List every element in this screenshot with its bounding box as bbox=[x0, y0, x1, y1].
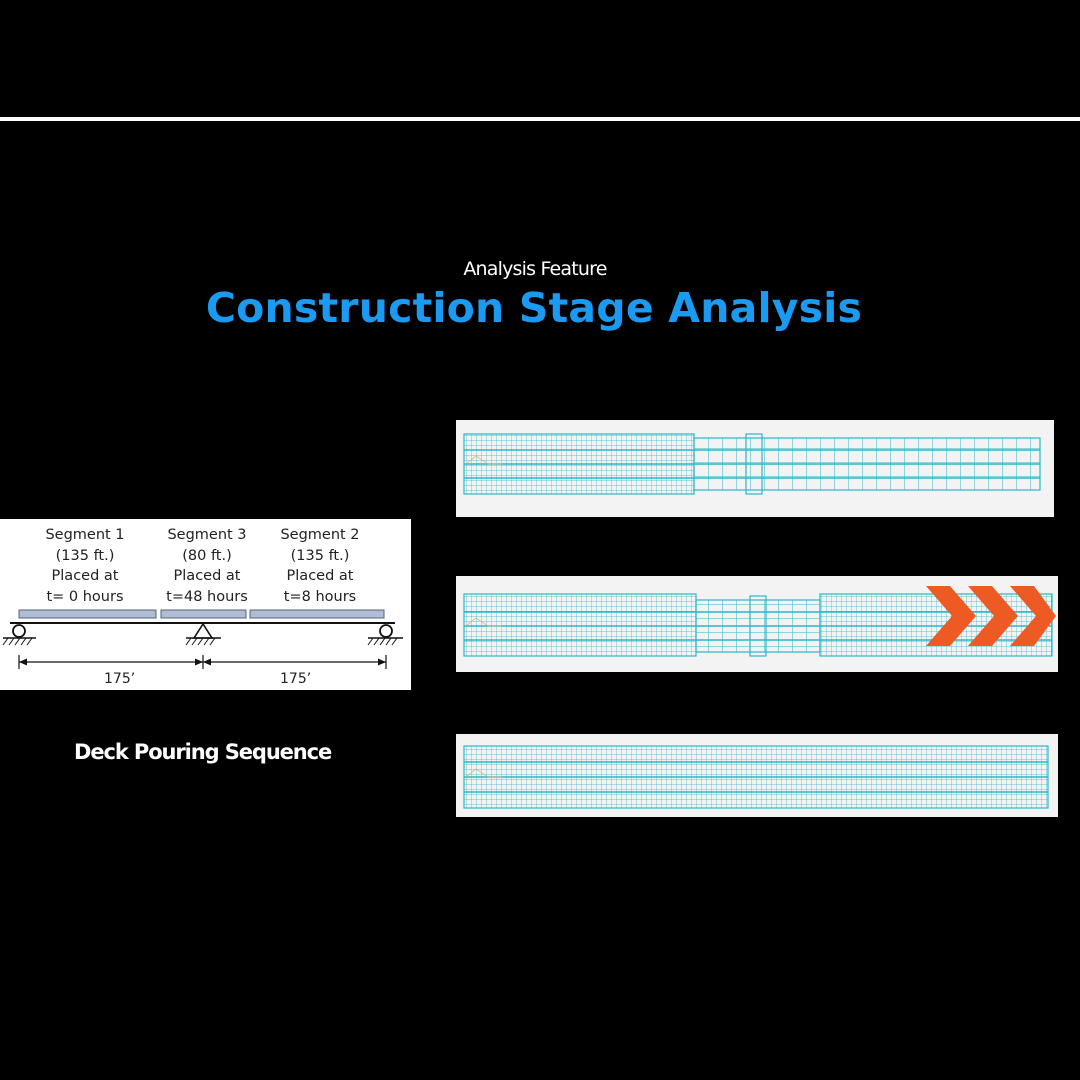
segment-2-length: (135 ft.) bbox=[290, 547, 350, 564]
page-title: Construction Stage Analysis bbox=[205, 284, 863, 332]
section-subtitle: Analysis Feature bbox=[463, 258, 607, 280]
stage-2-segment-1 bbox=[464, 594, 696, 656]
top-divider bbox=[0, 117, 1080, 121]
deck-segment-1 bbox=[19, 610, 156, 618]
stage-2-mesh bbox=[456, 576, 1058, 672]
stage-3-model bbox=[456, 734, 1058, 817]
segment-2-time: t=8 hours bbox=[283, 588, 357, 605]
deck-pouring-diagram bbox=[0, 519, 411, 690]
stage-2-model bbox=[456, 576, 1058, 672]
right-roller-support bbox=[368, 625, 403, 645]
segment-2-name: Segment 2 bbox=[280, 527, 360, 543]
segment-1-placed: Placed at bbox=[51, 568, 119, 584]
segment-3-length: (80 ft.) bbox=[182, 547, 232, 564]
span-left-label: 175’ bbox=[104, 671, 136, 687]
dimension-line bbox=[19, 655, 386, 669]
segment-3-name: Segment 3 bbox=[167, 527, 247, 543]
segment-1-length: (135 ft.) bbox=[55, 547, 115, 564]
beam-schematic bbox=[0, 519, 411, 690]
left-roller-support bbox=[3, 625, 36, 645]
span-right-label: 175’ bbox=[280, 671, 312, 687]
segment-1-time: t= 0 hours bbox=[46, 588, 124, 605]
segment-2-placed: Placed at bbox=[286, 568, 354, 584]
segment-1-name: Segment 1 bbox=[45, 527, 125, 543]
stage-1-mesh bbox=[456, 420, 1054, 517]
segment-3-placed: Placed at bbox=[173, 568, 241, 584]
diagram-caption: Deck Pouring Sequence bbox=[74, 740, 332, 764]
deck-segment-3 bbox=[161, 610, 246, 618]
segment-3-time: t=48 hours bbox=[166, 588, 248, 605]
middle-pin-support bbox=[186, 624, 221, 645]
stage-1-model bbox=[456, 420, 1054, 517]
stage-3-mesh bbox=[456, 734, 1058, 817]
deck-segment-2 bbox=[250, 610, 384, 618]
stage-2-segment-2 bbox=[820, 594, 1052, 656]
